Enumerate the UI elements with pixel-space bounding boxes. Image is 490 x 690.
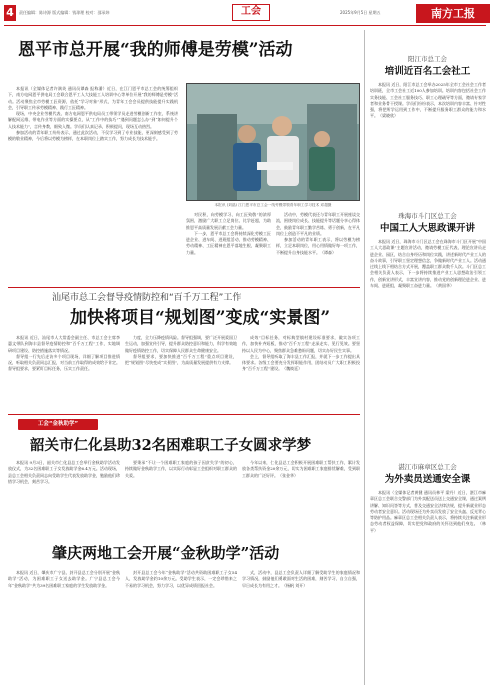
article2-col1: 本报讯 近日，汕尾市人大常委会副主任、市总工会主席李惠文带队到海丰县督导疫情防控和“百千万工程”工作，实地调研项目建设、防控措施落实等情况。 督导组一行先后走访多个项目现场，详细了解项目推进情况，听取相关负责同志汇报，对当前工作取得的成效给予肯定。督导组要求，要紧盯目标任务，压实工作责任。 <box>8 335 120 372</box>
issue-date: 2025年9月5日 星期五 <box>340 10 381 15</box>
right2-subhead: 珠海市斗门区总工会 <box>398 212 457 220</box>
news-photo <box>186 83 360 201</box>
section-label: 工会 <box>232 4 270 21</box>
right1-subhead: 阳江市总工会 <box>408 55 447 63</box>
right1-body: 本报讯 近日，阳江市总工会举办2025年全市工会社会工作者培训班，全市工会社工近100人参加培训。培训内容包括社会工作实务技能、工会社工服务技巧、职工心理疏导等方面，邀请专家学者和业务骨干授课。学员们纷纷表示，本次培训内容丰富、针对性强，将把所学运用到工作中，不断提升服务职工群众的能力和水平。（梁晓欣） <box>370 82 486 119</box>
workers-photo-icon <box>187 84 360 201</box>
right2-body: 本报讯 近日，珠海市斗门区总工会在珠海市斗门区开展“中国工人大思政课”主题宣讲活动，邀请劳模工匠代表、理论宣讲员走进企业、园区，结合自身经历和岗位实践，讲述新时代产业工人的奋斗故事，引导职工坚定理想信念，争做新时代产业工人。活动通过线上线下相结合方式开展，覆盖职工群众数千人次。斗门区总工会相关负责人表示，下一步将持续推进产业工人思想政治引领工作，创新宣讲形式，丰富宣讲内容，推动党的创新理论进企业、进车间、进班组，凝聚职工奋进力量。（黄国华） <box>370 239 486 289</box>
right3-headline: 为外卖员送通安全课 <box>384 474 471 485</box>
article1-col1: 本报讯（全媒体记者许满英 通讯员谭森 报称潘）近日，在江门恩平市总工会的统筹组织下，南方电网恩平供电局工会联合恩平工人大技能工人培训中心等单位开展“我的师傅是劳模”活动。活动聚焦全市劳模工匠资源，依托“学习对象”形式，为青年工会会员提供技能提升实践机会，引导职工传承劳模精神、践行工匠精神。 现场，中央企业劳模代表、南方电网恩平供电局员工带领学员走进劳模创新工作室，系统讲解配网运维、带电作业等方面的实操要点，从“工作中的技巧”“遇到问题怎么办”到“如何提升个人技术能力”，言传身教，细致入微。学员们认真记录，积极提问，现场互动热烈。 参加活动的青年职工纷纷表示，通过此次活动，不仅学习到了专业技能，更深刻感受到了劳模的敬业精神，今后将以劳模为榜样，在本职岗位上踏实工作，努力成长为技术能手。 <box>8 86 178 142</box>
article3-headline: 韶关市仁化县助32名困难职工子女圆求学梦 <box>30 437 312 454</box>
article3-col3: 今年以来，仁化县总工会积极开展困难职工帮扶工作，累计发放各类帮扶资金20余万元，切实为困难职工家庭排忧解难，受到职工群众的广泛好评。（张金华） <box>242 460 360 478</box>
article4-col1: 本报讯 近日，肇庆市广宁县、封开县总工会分别开展“金秋助学”活动，为困难职工子女送去助学金。广宁县总工会今年“金秋助学”共为39名困难职工家庭的学生发放助学金。 <box>8 570 120 588</box>
right3-body: 本报讯（全媒体记者黄健 通讯员林平 梁丹）近日，湛江市麻章区总工会联合交警部门为外卖配送员送上交通安全课，通过案例讲解、知识问答等方式，普及交通安全法律法规，提升新就业形态劳动者安全意识。活动现场还为外卖员发放了安全头盔、反光背心等防护用品。麻章区总工会相关负责人表示，将持续关注新就业形态劳动者权益保障，切实把党和政府的关怀送到他们身边。（林平） <box>370 490 486 533</box>
right3-subhead: 湛江市麻章区总工会 <box>398 463 457 471</box>
article3-col1: 本报讯 9月3日，韶关市仁化县总工会举行金秋助学活动发放仪式，为32名困难职工子女发放助学金6.4万元。活动现场，县总工会相关负责同志向受助学生代表发放助学金，勉励他们珍惜学习机会，刻苦学习。 <box>8 460 120 484</box>
photo-caption: 本报讯 (刘晶) 江门恩平市总工会一线劳模带领青年职工学习技术 邓超摄 <box>214 203 332 207</box>
right2-headline: 中国工人大思政课开讲 <box>379 223 475 234</box>
golden-autumn-tag: 工会“金秋助学” <box>18 419 98 430</box>
article4-col3: 式，活动中，县总工会负责人详细了解受助学生的家庭情况和学习情况，鼓励他们勇敢面对生活的困难，刻苦学习、自立自强，早日成长为有用之才。（杨帆 刘开） <box>242 570 360 588</box>
column-divider <box>364 30 365 685</box>
page-number: 4 <box>4 5 16 21</box>
article4-headline: 肇庆两地工会开展“金秋助学”活动 <box>52 544 280 562</box>
article4-col2: 封开县总工会今年“金秋助学”活动共资助困难职工子女54人，发放助学金约10余万元。受助学生表示，一定会珍惜来之不易的学习机会，努力学习，以优异成绩回报社会。 <box>125 570 237 588</box>
article1-col2: 对民积，向劳模学习、向工匠致敬”的浓厚氛围，激励广大职工立足岗位、比学赶超，为助推恩平高质量发展贡献工会力量。 下一步，恩平市总工会将持续深化劳模工匠进企业、进车间、进班组活动，推动劳模精神、劳动精神、工匠精神在恩平落地生根，凝聚职工力量。 <box>186 212 271 255</box>
article2-headline: 加快将项目“规划图”变成“实景图” <box>70 308 331 328</box>
article3-col2: 要秉承“不让一个困难职工家庭的孩子因贫失学”的初心，持续做好金秋助学工作，以实际行动彰显工会组织对职工群众的关爱。 <box>125 460 237 478</box>
article2-col2: 力度，全力压降疫情风险。督导组强调，要广泛开展爱国卫生运动，加强宣传引导，提升群众防控意识和能力，科学有效地做好疫情防控工作，切实保障人民群众生命健康安全。 督导组要求，要加快推进“百千万工程”重点项目建设，把“规划图”尽快变成“实景图”，为高质量发展提供有力支撑。 <box>125 335 237 366</box>
newspaper-logo: 南方工报 <box>416 4 490 23</box>
section-rule <box>8 287 360 288</box>
editor-info: 责任编辑：陈诗源 版式编辑：钱琼理 校对：邵承炜 <box>19 10 110 15</box>
article1-headline: 恩平市总开展“我的师傅是劳模”活动 <box>18 40 293 60</box>
right1-headline: 培训近百名工会社工 <box>384 66 471 77</box>
section-rule-2 <box>8 414 360 415</box>
article2-col3: 成效”目标任务，对标典型镇村建设标准要求，做实各项工作，加快补齐短板，推动“百千万工程”走深走实、见行见效。要坚持以人民为中心，聚焦群众急难愁盼问题，切实办好民生实事。 会上，督导组听取了海丰县工作汇报，并就下一步工作提出具体要求。各级工会要充分发挥职能作用，团结动员广大职工积极投身“百千万工程”建设。（魏焕廷） <box>242 335 360 372</box>
article1-col3: 活动中，劳模代表还与青年职工开展座谈交流，围绕岗位成长、技能提升等话题分享心得体会，鼓励青年职工勤学苦练、勇于创新，在平凡岗位上创造不平凡的业绩。 参加活动的青年职工表示，将以劳模为榜样，立足本职岗位，用心用情做好每一项工作，不断提升自身技能水平。（谭森） <box>276 212 360 255</box>
page-header <box>4 4 486 26</box>
article2-subhead: 汕尾市总工会督导疫情防控和“百千万工程”工作 <box>52 293 242 303</box>
